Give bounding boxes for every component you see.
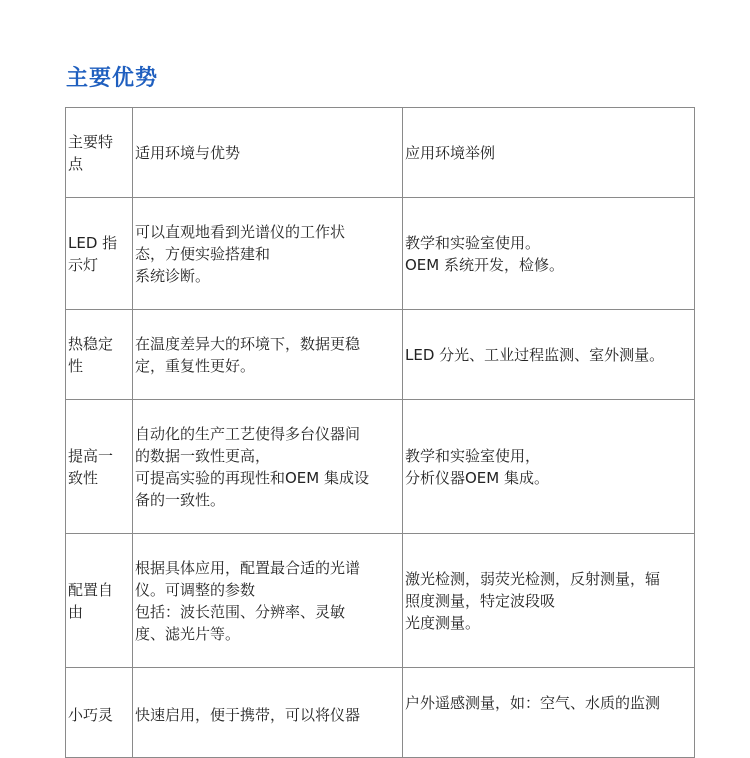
cell-line: LED 指 [68, 233, 118, 252]
header-cell-feature [66, 108, 133, 198]
cell-line: 小巧灵 [68, 706, 114, 724]
table-row [66, 400, 695, 534]
cell-line: 自动化的生产工艺使得多台仪器间 [135, 424, 361, 443]
cell-line: 应用环境举例 [405, 143, 496, 162]
cell-line: 可提高实验的再现性和OEM 集成设 [135, 468, 369, 487]
example-cell [403, 668, 695, 758]
table-row [66, 198, 695, 310]
header-cell-example [403, 108, 695, 198]
cell-line: 仪。可调整的参数 [135, 580, 256, 599]
example-cell [403, 310, 695, 400]
example-cell [403, 534, 695, 668]
example-cell [403, 400, 695, 534]
cell-line: 配置自 [68, 580, 114, 599]
cell-line: 主要特 [68, 132, 114, 151]
cell-line: 示灯 [68, 255, 99, 274]
feature-cell [66, 668, 133, 758]
cell-line: 教学和实验室使用， [405, 446, 541, 465]
example-cell [403, 198, 695, 310]
advantage-cell [133, 534, 403, 668]
cell-line: 系统诊断。 [135, 266, 211, 285]
cell-line: OEM 系统开发，检修。 [405, 255, 564, 274]
cell-line: 可以直观地看到光谱仪的工作状 [135, 222, 346, 241]
cell-line: 度、滤光片等。 [135, 624, 241, 643]
cell-line: 照度测量，特定波段吸 [405, 591, 556, 610]
header-cell-advantage [133, 108, 403, 198]
cell-line: 适用环境与优势 [135, 143, 241, 162]
section-title: 主要优势 [66, 66, 159, 91]
cell-line: 包括：波长范围、分辨率、灵敏 [135, 602, 346, 621]
table-row [66, 534, 695, 668]
table-row [66, 310, 695, 400]
features-table [65, 107, 695, 758]
cell-line: 光度测量。 [405, 613, 481, 632]
advantage-cell [133, 668, 403, 758]
cell-line: 快速启用，便于携带，可以将仪器 [135, 706, 361, 724]
table-header-row [66, 108, 695, 198]
cell-line: 热稳定 [68, 334, 114, 353]
feature-cell [66, 534, 133, 668]
cell-line: 分析仪器OEM 集成。 [405, 468, 549, 487]
feature-cell [66, 400, 133, 534]
cell-line: 在温度差异大的环境下，数据更稳 [135, 334, 361, 353]
cell-line: 定，重复性更好。 [135, 356, 256, 375]
feature-cell [66, 198, 133, 310]
cell-line: 提高一 [68, 446, 114, 465]
cell-line: 态，方便实验搭建和 [135, 244, 271, 263]
cell-line: 的数据一致性更高， [135, 446, 271, 465]
cell-line: 致性 [68, 468, 99, 487]
cell-line: 教学和实验室使用。 [405, 233, 541, 252]
cell-line: 户外遥感测量，如：空气、水质的监测 [405, 694, 661, 712]
cell-line: 性 [68, 356, 84, 375]
table-row [66, 668, 695, 758]
cell-line: 激光检测，弱荧光检测，反射测量，辐 [405, 569, 661, 588]
cell-line: 点 [68, 154, 84, 173]
feature-cell [66, 310, 133, 400]
cell-line: LED 分光、工业过程监测、室外测量。 [405, 345, 665, 364]
cell-line: 根据具体应用，配置最合适的光谱 [135, 558, 361, 577]
advantage-cell [133, 310, 403, 400]
cell-line: 备的一致性。 [135, 490, 226, 509]
advantage-cell [133, 400, 403, 534]
advantage-cell [133, 198, 403, 310]
cell-line: 由 [68, 602, 84, 621]
